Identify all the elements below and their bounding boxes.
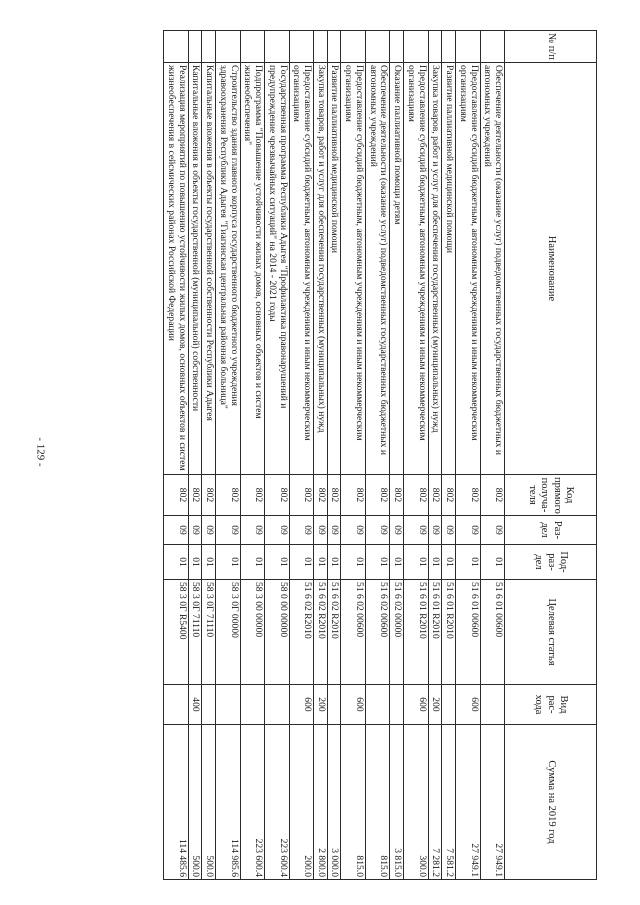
cell-razdel: 09 <box>442 516 456 545</box>
table-row <box>202 31 216 880</box>
cell-razdel: 09 <box>390 516 404 545</box>
cell-expense-type <box>202 685 216 725</box>
cell-target-article: 51 6 02 R2010 <box>313 580 327 685</box>
cell-num <box>164 31 188 63</box>
cell-expense-type: 600 <box>289 685 313 725</box>
cell-podrazdel: 01 <box>202 545 216 580</box>
cell-num <box>265 31 289 63</box>
cell-num <box>456 31 480 63</box>
cell-sum: 300.0 <box>404 725 428 880</box>
cell-razdel: 09 <box>428 516 442 545</box>
header-target-article: Целевая статья <box>505 580 597 685</box>
cell-num <box>480 31 504 63</box>
header-podrazdel: Под-раз-дел <box>505 545 597 580</box>
cell-name: Закупка товаров, работ и услуг для обеспечения государственных (муниципальных) нужд <box>428 63 442 475</box>
table-row <box>390 31 404 880</box>
cell-code: 802 <box>202 475 216 516</box>
cell-code: 802 <box>341 475 365 516</box>
cell-expense-type: 600 <box>456 685 480 725</box>
cell-podrazdel: 01 <box>164 545 188 580</box>
table-row <box>188 31 202 880</box>
cell-sum: 27 949.1 <box>480 725 504 880</box>
cell-target-article: 58 0 00 00000 <box>265 580 289 685</box>
cell-podrazdel: 01 <box>216 545 240 580</box>
cell-code: 802 <box>188 475 202 516</box>
cell-expense-type <box>265 685 289 725</box>
cell-razdel: 09 <box>313 516 327 545</box>
cell-razdel: 09 <box>164 516 188 545</box>
cell-name: Подпрограмма "Повышение устойчивости жилых домов, основных объектов и систем жизнеобеспечения" <box>240 63 264 475</box>
cell-name: Предоставление субсидий бюджетным, автономным учреждениям и иным некоммерческим организациям <box>456 63 480 475</box>
cell-sum: 27 949.1 <box>456 725 480 880</box>
cell-code: 802 <box>327 475 341 516</box>
cell-num <box>442 31 456 63</box>
table-row <box>327 31 341 880</box>
cell-name: Строительство здания главного корпуса государственного бюджетного учреждения здравоохранения Республики Адыгея "Гиагинская центральная районная больница" <box>216 63 240 475</box>
cell-name: Развитие паллиативной медицинской помощи <box>327 63 341 475</box>
cell-name: Развитие паллиативной медицинской помощи <box>442 63 456 475</box>
table-row <box>341 31 365 880</box>
cell-name: Предоставление субсидий бюджетным, автономным учреждениям и иным некоммерческим организациям <box>341 63 365 475</box>
cell-podrazdel: 01 <box>365 545 389 580</box>
header-expense-type: Вид рас-хода <box>505 685 597 725</box>
header-code: Код прямого получа-теля <box>505 475 597 516</box>
table-row <box>164 31 188 880</box>
cell-sum: 223 600.4 <box>265 725 289 880</box>
cell-expense-type: 400 <box>188 685 202 725</box>
cell-podrazdel: 01 <box>456 545 480 580</box>
cell-razdel: 09 <box>341 516 365 545</box>
cell-expense-type <box>480 685 504 725</box>
cell-target-article: 51 6 02 00600 <box>341 580 365 685</box>
cell-name: Оказание паллиативной помощи детям <box>390 63 404 475</box>
cell-sum: 3 815.0 <box>390 725 404 880</box>
cell-target-article: 51 6 01 00600 <box>480 580 504 685</box>
cell-expense-type: 200 <box>428 685 442 725</box>
table-row <box>313 31 327 880</box>
page-number: - 129 - <box>34 437 47 467</box>
cell-target-article: 51 6 01 00600 <box>456 580 480 685</box>
cell-sum: 2 800.0 <box>313 725 327 880</box>
cell-code: 802 <box>480 475 504 516</box>
cell-sum: 7 281.2 <box>428 725 442 880</box>
cell-sum: 114 985.6 <box>216 725 240 880</box>
cell-razdel: 09 <box>365 516 389 545</box>
table-row <box>289 31 313 880</box>
cell-sum: 200.0 <box>289 725 313 880</box>
cell-name: Государственная программа Республики Адыгея "Профилактика правонарушений и предупреждение чрезвычайных ситуаций" на 2014 - 2021 годы <box>265 63 289 475</box>
cell-podrazdel: 01 <box>327 545 341 580</box>
table-row <box>216 31 240 880</box>
cell-sum: 7 581.2 <box>442 725 456 880</box>
cell-num <box>216 31 240 63</box>
table-row <box>404 31 428 880</box>
table-row <box>480 31 504 880</box>
cell-razdel: 09 <box>480 516 504 545</box>
cell-sum: 500.0 <box>202 725 216 880</box>
cell-num <box>202 31 216 63</box>
cell-podrazdel: 01 <box>240 545 264 580</box>
cell-razdel: 09 <box>404 516 428 545</box>
cell-podrazdel: 01 <box>480 545 504 580</box>
cell-expense-type <box>365 685 389 725</box>
cell-sum: 223 600.4 <box>240 725 264 880</box>
cell-podrazdel: 01 <box>390 545 404 580</box>
cell-target-article: 51 6 01 R2010 <box>404 580 428 685</box>
cell-podrazdel: 01 <box>428 545 442 580</box>
cell-expense-type: 200 <box>313 685 327 725</box>
budget-table <box>163 30 597 880</box>
cell-podrazdel: 01 <box>289 545 313 580</box>
table-row <box>240 31 264 880</box>
cell-target-article: 51 6 01 R2010 <box>428 580 442 685</box>
cell-name: Капитальные вложения в объекты государственной собственности Республики Адыгея <box>202 63 216 475</box>
cell-podrazdel: 01 <box>442 545 456 580</box>
cell-sum: 3 000.0 <box>327 725 341 880</box>
cell-code: 802 <box>216 475 240 516</box>
cell-razdel: 09 <box>188 516 202 545</box>
cell-razdel: 09 <box>265 516 289 545</box>
cell-expense-type: 600 <box>341 685 365 725</box>
table-row <box>365 31 389 880</box>
cell-podrazdel: 01 <box>341 545 365 580</box>
cell-num <box>240 31 264 63</box>
cell-podrazdel: 01 <box>313 545 327 580</box>
cell-num <box>289 31 313 63</box>
cell-name: Обеспечение деятельности (оказание услуг) подведомственных государственных бюджетных и автономных учреждений <box>365 63 389 475</box>
header-sum: Сумма на 2019 год <box>505 725 597 880</box>
cell-code: 802 <box>365 475 389 516</box>
cell-podrazdel: 01 <box>265 545 289 580</box>
cell-sum: 815.0 <box>365 725 389 880</box>
cell-name: Реализация мероприятий по повышению устойчивости жилых домов, основных объектов и систем жизнеобеспечения в сейсмических районах Российской Федерации <box>164 63 188 475</box>
cell-razdel: 09 <box>202 516 216 545</box>
cell-sum: 500.0 <box>188 725 202 880</box>
cell-code: 802 <box>442 475 456 516</box>
cell-expense-type <box>240 685 264 725</box>
cell-code: 802 <box>390 475 404 516</box>
cell-name: Закупка товаров, работ и услуг для обеспечения государственных (муниципальных) нужд <box>313 63 327 475</box>
cell-target-article: 51 6 01 R2010 <box>442 580 456 685</box>
cell-code: 802 <box>428 475 442 516</box>
cell-target-article: 58 3 0Г 00000 <box>216 580 240 685</box>
cell-razdel: 09 <box>216 516 240 545</box>
cell-podrazdel: 01 <box>404 545 428 580</box>
header-razdel: Раз-дел <box>505 516 597 545</box>
header-num: № п/п <box>505 31 597 63</box>
cell-name: Предоставление субсидий бюджетным, автономным учреждениям и иным некоммерческим организациям <box>404 63 428 475</box>
cell-sum: 815.0 <box>341 725 365 880</box>
header-name: Наименование <box>505 63 597 475</box>
cell-num <box>188 31 202 63</box>
cell-target-article: 58 3 0Г 71110 <box>202 580 216 685</box>
cell-num <box>428 31 442 63</box>
table-row <box>265 31 289 880</box>
cell-razdel: 09 <box>327 516 341 545</box>
cell-target-article: 51 6 02 R2010 <box>327 580 341 685</box>
cell-code: 802 <box>164 475 188 516</box>
cell-expense-type <box>390 685 404 725</box>
cell-code: 802 <box>456 475 480 516</box>
cell-expense-type <box>216 685 240 725</box>
table-row <box>442 31 456 880</box>
cell-name: Предоставление субсидий бюджетным, автономным учреждениям и иным некоммерческим организациям <box>289 63 313 475</box>
cell-num <box>390 31 404 63</box>
cell-target-article: 58 3 00 00000 <box>240 580 264 685</box>
cell-code: 802 <box>240 475 264 516</box>
cell-name: Капитальные вложения в объекты государственной (муниципальной) собственности <box>188 63 202 475</box>
cell-expense-type: 600 <box>404 685 428 725</box>
cell-target-article: 51 6 02 00000 <box>390 580 404 685</box>
cell-code: 802 <box>404 475 428 516</box>
cell-sum: 114 485.6 <box>164 725 188 880</box>
cell-code: 802 <box>289 475 313 516</box>
cell-name: Обеспечение деятельности (оказание услуг) подведомственных государственных бюджетных и автономных учреждений <box>480 63 504 475</box>
table-row <box>456 31 480 880</box>
cell-target-article: 58 3 0Г 71110 <box>188 580 202 685</box>
cell-num <box>313 31 327 63</box>
cell-code: 802 <box>265 475 289 516</box>
cell-expense-type <box>164 685 188 725</box>
table-row <box>428 31 442 880</box>
cell-razdel: 09 <box>240 516 264 545</box>
table-header-row <box>505 31 597 880</box>
cell-num <box>327 31 341 63</box>
cell-expense-type <box>442 685 456 725</box>
cell-razdel: 09 <box>456 516 480 545</box>
cell-razdel: 09 <box>289 516 313 545</box>
cell-num <box>341 31 365 63</box>
cell-target-article: 51 6 02 R2010 <box>289 580 313 685</box>
cell-expense-type <box>327 685 341 725</box>
cell-num <box>365 31 389 63</box>
cell-target-article: 51 6 02 00600 <box>365 580 389 685</box>
cell-target-article: 58 3 0Г R5400 <box>164 580 188 685</box>
cell-podrazdel: 01 <box>188 545 202 580</box>
cell-num <box>404 31 428 63</box>
cell-code: 802 <box>313 475 327 516</box>
